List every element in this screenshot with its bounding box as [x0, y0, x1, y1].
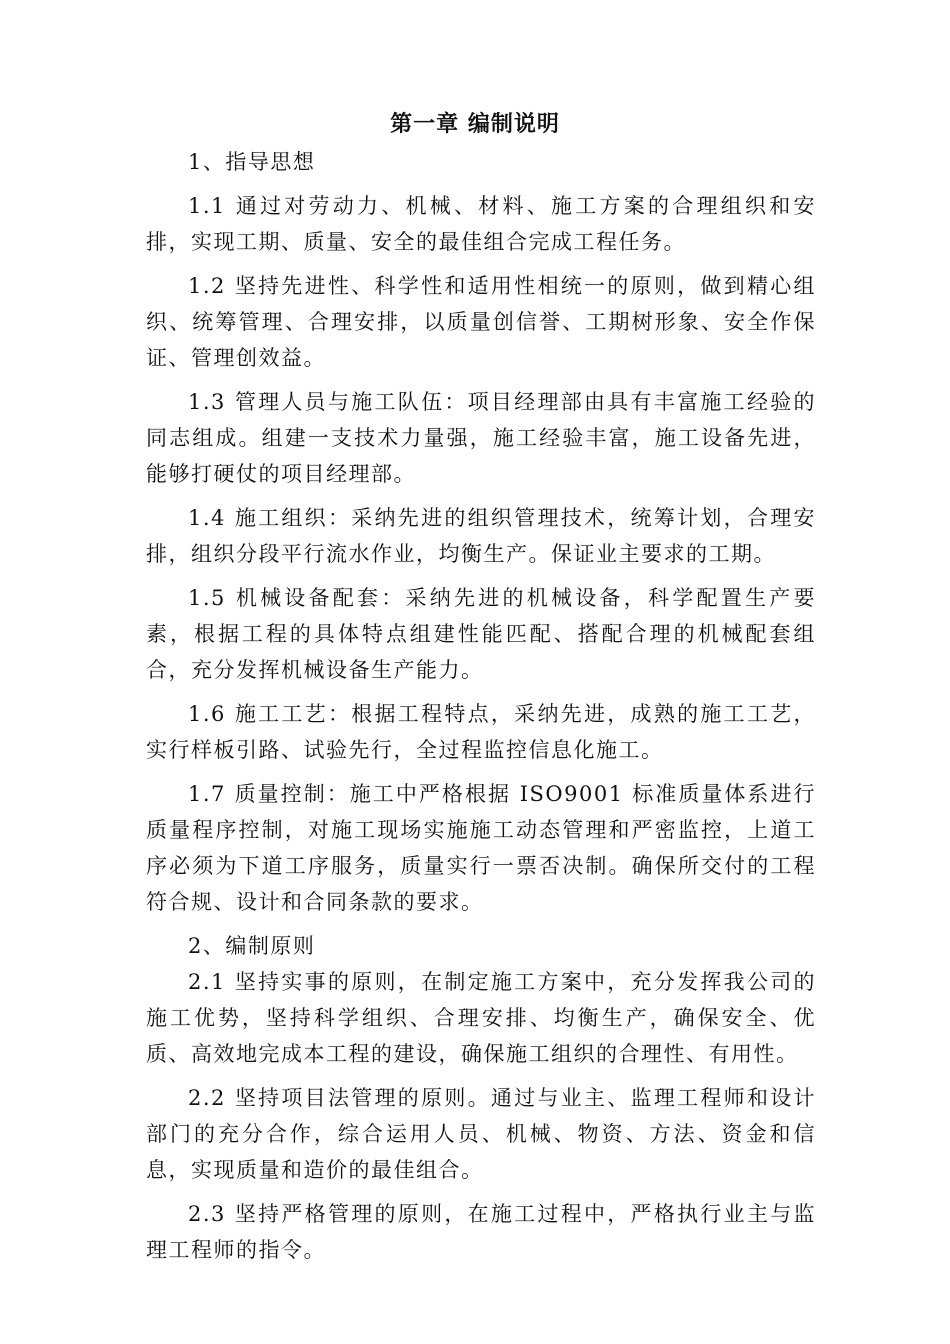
paragraph-2-3: 2.3 坚持严格管理的原则，在施工过程中，严格执行业主与监理工程师的指令。: [146, 1202, 816, 1262]
paragraph-1-1: 1.1 通过对劳动力、机械、材料、施工方案的合理组织和安排，实现工期、质量、安全的最佳组合完成工程任务。: [146, 194, 816, 254]
paragraph-1-2: 1.2 坚持先进性、科学性和适用性相统一的原则，做到精心组织、统筹管理、合理安排，以质量创信誉、工期树形象、安全作保证、管理创效益。: [146, 274, 816, 370]
section-heading-principles: 2、编制原则: [188, 934, 316, 958]
paragraph-2-2: 2.2 坚持项目法管理的原则。通过与业主、监理工程师和设计部门的充分合作，综合运用人员、机械、物资、方法、资金和信息，实现质量和造价的最佳组合。: [146, 1086, 816, 1182]
paragraph-1-7: 1.7 质量控制：施工中严格根据 ISO9001 标准质量体系进行质量程序控制，对施工现场实施施工动态管理和严密监控，上道工序必须为下道工序服务，质量实行一票否决制。确保所交付的工程符合规、设计和合同条款的要求。: [146, 782, 816, 914]
chapter-title: 第一章 编制说明: [390, 111, 560, 137]
paragraph-1-4: 1.4 施工组织：采纳先进的组织管理技术，统筹计划，合理安排，组织分段平行流水作业，均衡生产。保证业主要求的工期。: [146, 506, 816, 566]
paragraph-2-1: 2.1 坚持实事的原则，在制定施工方案中，充分发挥我公司的施工优势，坚持科学组织、合理安排、均衡生产，确保安全、优质、高效地完成本工程的建设，确保施工组织的合理性、有用性。: [146, 970, 816, 1066]
section-heading-guiding-ideas: 1、指导思想: [188, 150, 316, 174]
document-body: [146, 144, 816, 1268]
paragraph-1-3: 1.3 管理人员与施工队伍：项目经理部由具有丰富施工经验的同志组成。组建一支技术力量强，施工经验丰富，施工设备先进，能够打硬仗的项目经理部。: [146, 390, 816, 486]
paragraph-1-6: 1.6 施工工艺：根据工程特点，采纳先进，成熟的施工工艺，实行样板引路、试验先行，全过程监控信息化施工。: [146, 702, 816, 762]
paragraph-1-5: 1.5 机械设备配套：采纳先进的机械设备，科学配置生产要素，根据工程的具体特点组建性能匹配、搭配合理的机械配套组合，充分发挥机械设备生产能力。: [146, 586, 816, 682]
